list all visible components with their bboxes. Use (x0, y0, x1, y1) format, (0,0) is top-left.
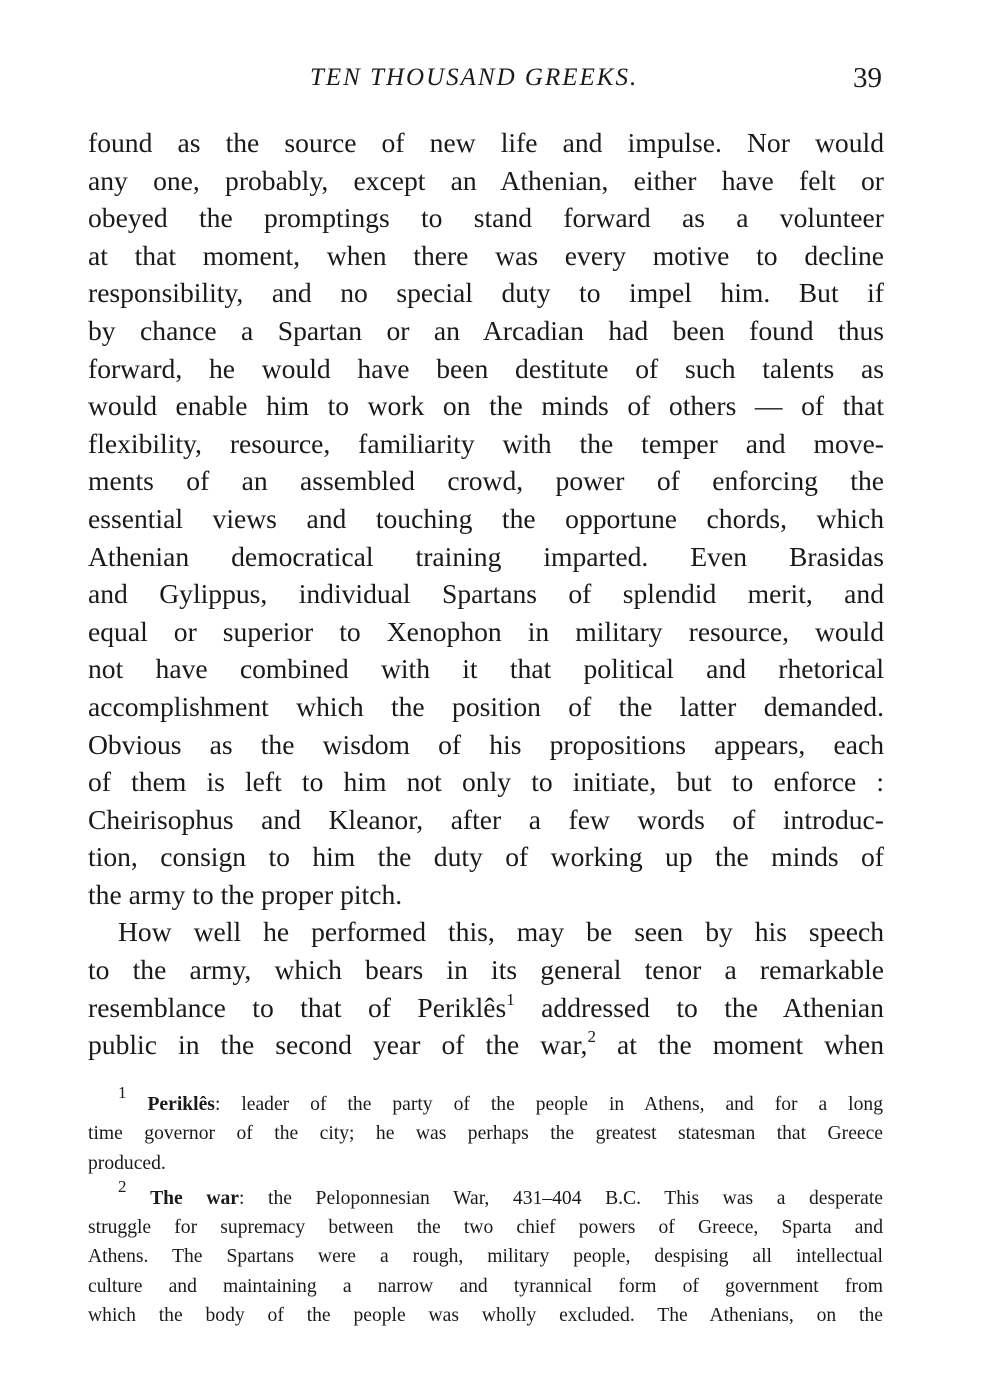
footnote-line: time governor of the city; he was perhaps the greatest statesman that Greece (88, 1123, 883, 1145)
text-line: tion, consign to him the duty of working up the minds of (88, 841, 884, 873)
footnote-text: : the Peloponnesian War, 431–404 B.C. This was a desperate (239, 1187, 883, 1209)
text-line: not have combined with it that political and rhetorical (88, 653, 884, 685)
footnote-line: struggle for supremacy between the two chief powers of Greece, Sparta and (88, 1217, 883, 1239)
text-line: Cheirisophus and Kleanor, after a few words of introduc- (88, 803, 884, 835)
text-line: equal or superior to Xenophon in military resource, would (88, 615, 884, 647)
text-line: Athenian democratical training imparted. Even Brasidas (88, 540, 884, 572)
footnote-line: produced. (88, 1152, 166, 1174)
footnote-2 (88, 1177, 883, 1213)
paragraph-2-line-4 (88, 1026, 884, 1064)
text-line: accomplishment which the position of the latter demanded. (88, 690, 884, 722)
footnotes (88, 1083, 883, 1330)
footnote-marker: 1 (118, 1083, 127, 1103)
footnote-1 (88, 1083, 883, 1119)
running-title: TEN THOUSAND GREEKS. (310, 64, 639, 91)
text-run: public in the second year of the war, (88, 1029, 588, 1061)
paragraph-2-line-2: to the army, which bears in its general tenor a remarkable (88, 954, 884, 986)
footnote-line: culture and maintaining a narrow and tyrannical form of government from (88, 1275, 883, 1297)
page-number: 39 (853, 62, 882, 94)
paragraph-2-line-1: How well he performed this, may be seen by his speech (118, 916, 884, 948)
text-run: addressed to the Athenian (514, 991, 884, 1023)
text-line: flexibility, resource, familiarity with the temper and move- (88, 427, 884, 459)
text-line: responsibility, and no special duty to impel him. But if (88, 277, 884, 309)
footnote-line: Athens. The Spartans were a rough, military people, despising all intellectual (88, 1246, 883, 1268)
text-line: and Gylippus, individual Spartans of splendid merit, and (88, 578, 884, 610)
footnote-term: Periklês (147, 1094, 215, 1115)
footnote-text: : leader of the party of the people in Athens, and for a long (214, 1094, 883, 1115)
footnote-ref-1[interactable]: 1 (506, 989, 515, 1009)
text-line: at that moment, when there was every motive to decline (88, 239, 884, 271)
footnote-ref-2[interactable]: 2 (587, 1027, 596, 1047)
text-line: the army to the proper pitch. (88, 878, 403, 910)
body-text (88, 124, 884, 1064)
text-line: of them is left to him not only to initiate, but to enforce : (88, 766, 884, 798)
text-run: at the moment when (595, 1029, 884, 1061)
text-line: essential views and touching the opportune chords, which (88, 502, 884, 534)
text-line: Obvious as the wisdom of his propositions appears, each (88, 728, 884, 760)
footnote-marker: 2 (118, 1177, 127, 1196)
running-head (0, 62, 1000, 102)
text-line: found as the source of new life and impulse. Nor would (88, 127, 884, 158)
text-line: forward, he would have been destitute of such talents as (88, 352, 884, 384)
footnote-line: which the body of the people was wholly excluded. The Athenians, on the (88, 1305, 883, 1327)
text-line: would enable him to work on the minds of others — of that (88, 390, 884, 422)
text-line: by chance a Spartan or an Arcadian had been found thus (88, 314, 884, 346)
text-line: obeyed the promptings to stand forward as a volunteer (88, 202, 884, 234)
paragraph-2-line-3 (88, 989, 884, 1027)
text-line: any one, probably, except an Athenian, either have felt or (88, 164, 884, 196)
footnote-term: The war (150, 1187, 239, 1209)
text-run: resemblance to that of Periklês (88, 991, 507, 1023)
text-line: ments of an assembled crowd, power of enforcing the (88, 465, 884, 497)
